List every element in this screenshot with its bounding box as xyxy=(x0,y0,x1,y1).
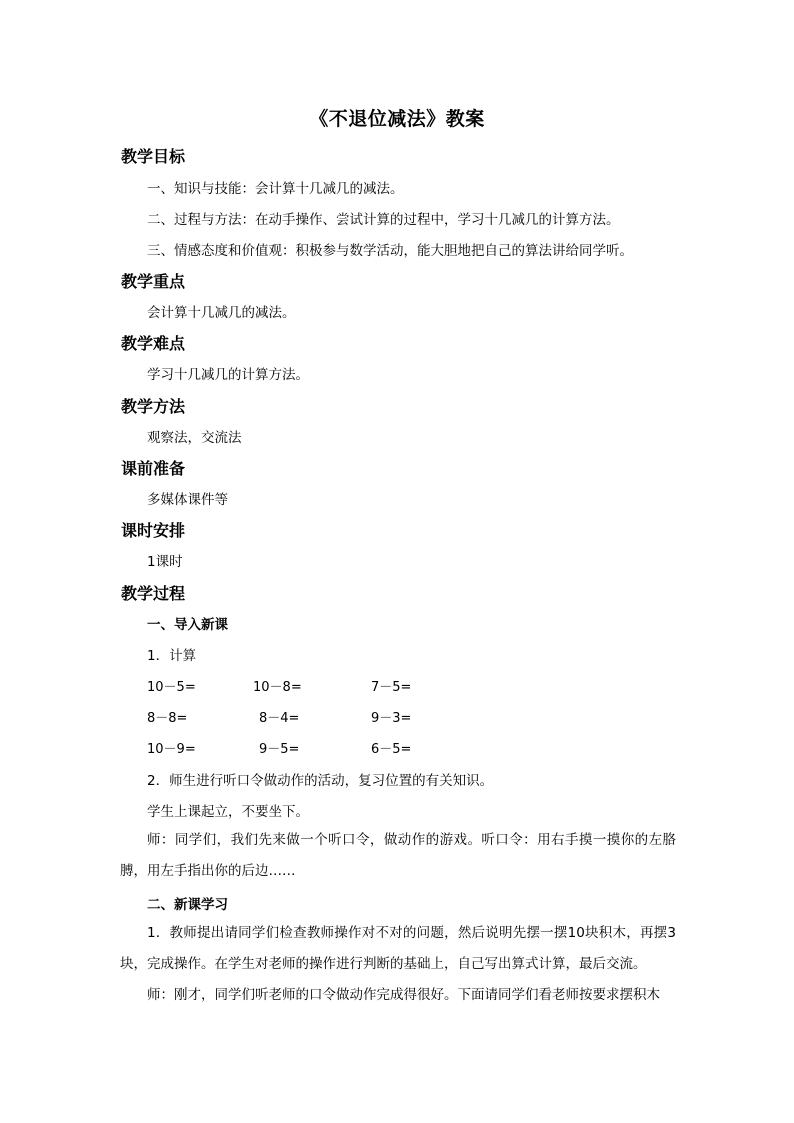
heading-key-points: 教学重点 xyxy=(121,272,186,291)
equation: 8－8= xyxy=(147,711,188,726)
equation: 7－5= xyxy=(371,680,412,695)
subheading-intro: 一、导入新课 xyxy=(147,617,228,633)
methods-text: 观察法，交流法 xyxy=(147,430,242,446)
equation: 8－4= xyxy=(259,711,300,726)
equation: 9－5= xyxy=(259,742,300,757)
preparation-text: 多媒体课件等 xyxy=(147,492,228,508)
paragraph: 师：刚才，同学们听老师的口令做动作完成得很好。下面请同学们看老师按要求摆积木 xyxy=(147,987,660,1003)
schedule-text: 1课时 xyxy=(147,554,183,570)
heading-goals: 教学目标 xyxy=(121,147,186,166)
goal-item: 二、过程与方法：在动手操作、尝试计算的过程中，学习十几减几的计算方法。 xyxy=(147,212,620,228)
paragraph: 学生上课起立，不要坐下。 xyxy=(147,804,309,820)
document-title: 《不退位减法》教案 xyxy=(309,108,485,130)
equation: 10－5= xyxy=(147,680,196,695)
equation: 9－3= xyxy=(371,711,412,726)
heading-schedule: 课时安排 xyxy=(121,521,186,540)
heading-process: 教学过程 xyxy=(121,584,186,603)
subheading-new-lesson: 二、新课学习 xyxy=(147,897,228,913)
step-calc: 1．计算 xyxy=(147,648,197,664)
goal-item: 一、知识与技能：会计算十几减几的减法。 xyxy=(147,181,404,197)
goal-item: 三、情感态度和价值观：积极参与数学活动，能大胆地把自己的算法讲给同学听。 xyxy=(147,243,633,259)
difficulties-text: 学习十几减几的计算方法。 xyxy=(147,367,309,383)
equation: 6－5= xyxy=(371,742,412,757)
key-points-text: 会计算十几减几的减法。 xyxy=(147,305,296,321)
heading-difficulties: 教学难点 xyxy=(121,334,186,353)
heading-methods: 教学方法 xyxy=(121,397,186,416)
step-activity: 2．师生进行听口令做动作的活动，复习位置的有关知识。 xyxy=(147,773,494,789)
equation: 10－8= xyxy=(253,680,302,695)
paragraph: 1．教师提出请同学们检查教师操作对不对的问题，然后说明先摆一摆10块积木，再摆3块，完成操作。在学生对老师的操作进行判断的基础上，自己写出算式计算，最后交流。 xyxy=(120,925,676,972)
equation: 10－9= xyxy=(147,742,196,757)
heading-preparation: 课前准备 xyxy=(121,459,186,478)
paragraph: 师：同学们，我们先来做一个听口令，做动作的游戏。听口令：用右手摸一摸你的左胳膊，用左手指出你的后边…… xyxy=(120,832,676,879)
